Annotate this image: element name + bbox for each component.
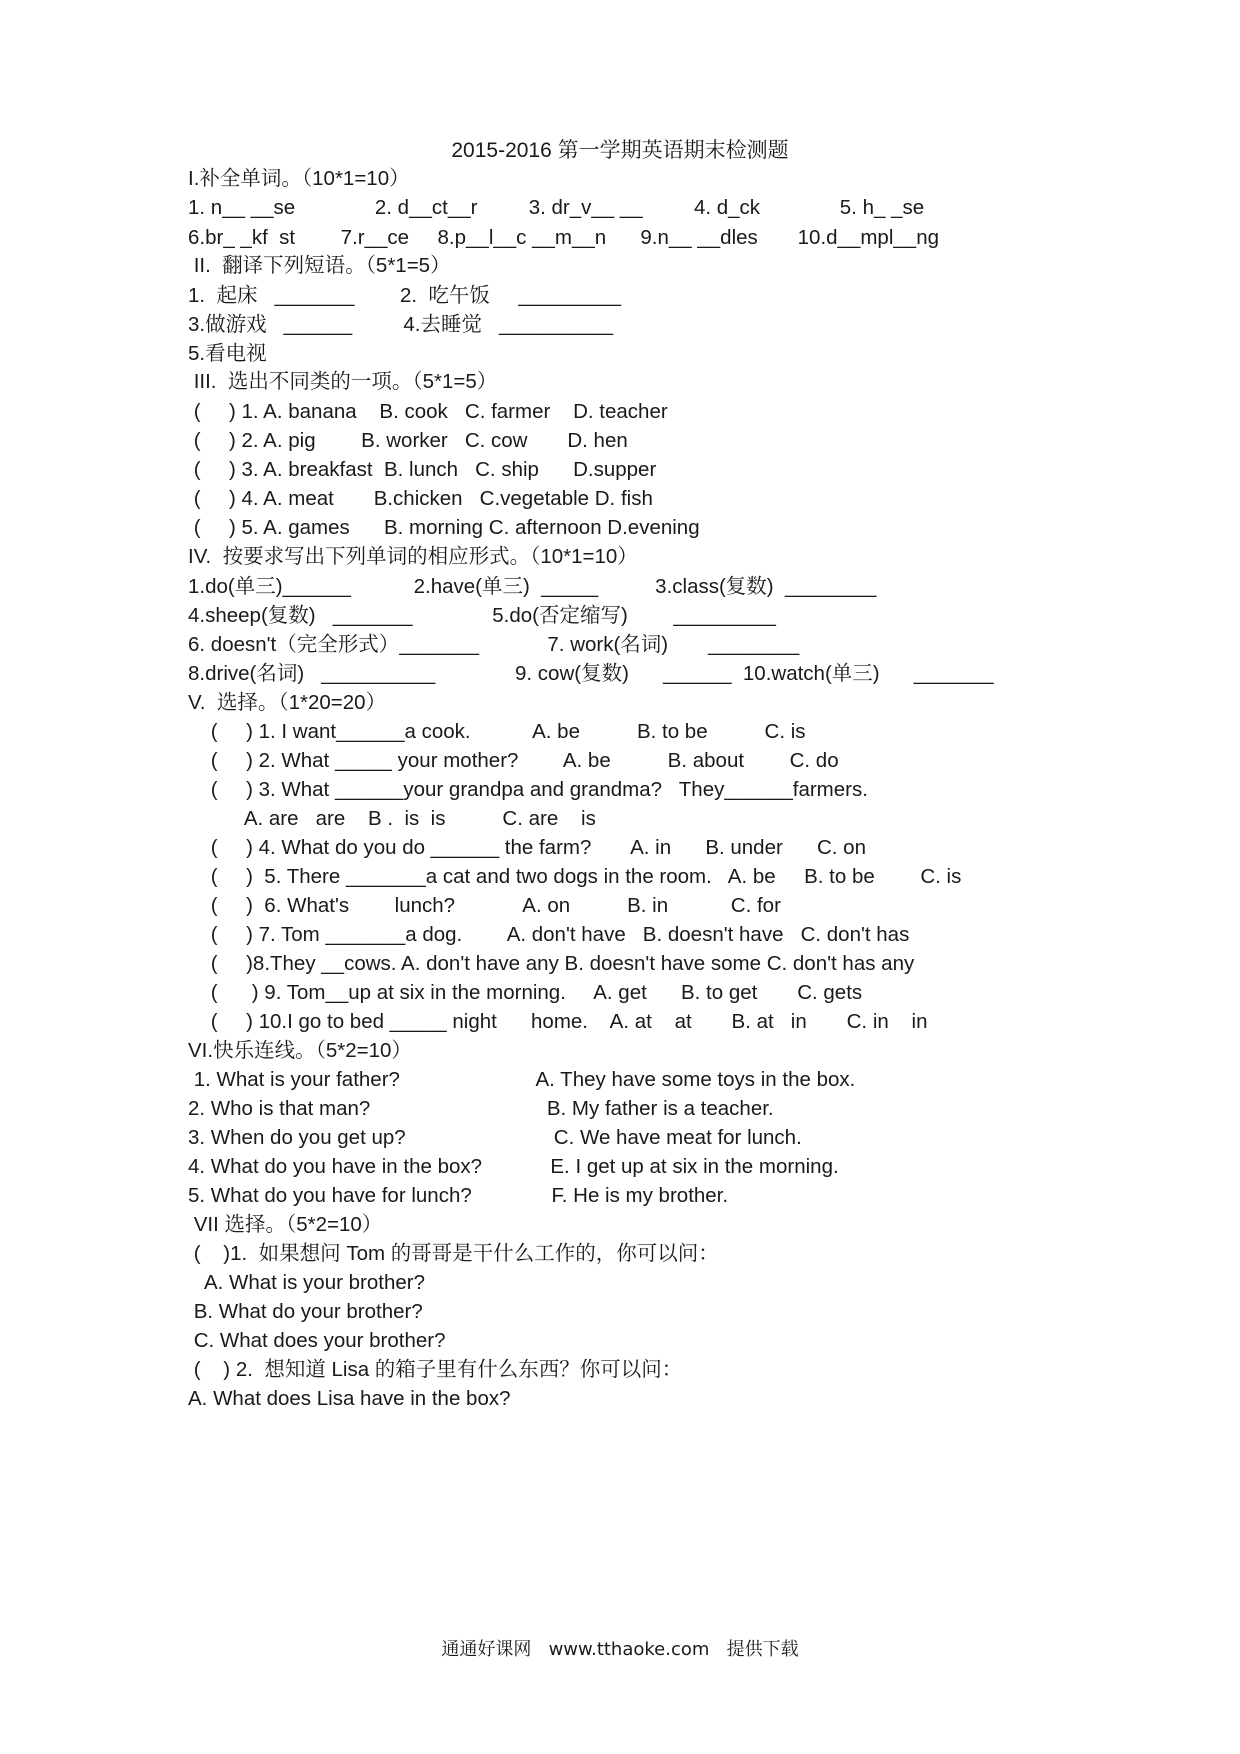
section-5-heading: V. 选择。（1*20=20） [188,691,387,714]
section-4-row-4: 8.drive(名词) __________ 9. cow(复数) ______ 10.watch(单三) _______ [188,662,994,685]
section-7-item-1: ( )1. 如果想问 Tom 的哥哥是干什么工作的，你可以问： [188,1242,719,1265]
section-3-item-5: ( ) 5. A. games B. morning C. afternoon D.evening [188,516,700,539]
section-3-item-3: ( ) 3. A. breakfast B. lunch C. ship D.supper [188,458,657,481]
section-4-heading: IV. 按要求写出下列单词的相应形式。（10*1=10） [188,545,638,568]
section-5-item-4: ( ) 4. What do you do ______ the farm? A. in B. under C. on [188,836,866,859]
section-7-item-2: ( ) 2. 想知道 Lisa 的箱子里有什么东西？你可以问： [188,1358,683,1381]
section-3-heading: III. 选出不同类的一项。（5*1=5） [188,370,498,393]
footer-credit: 通通好课网 www.tthaoke.com 提供下载 [441,1639,799,1660]
section-7-heading: VII 选择。（5*2=10） [188,1213,383,1236]
section-4-row-1: 1.do(单三)______ 2.have(单三) _____ 3.class(复数) ________ [188,575,877,598]
section-5-item-6: ( ) 6. What's lunch? A. on B. in C. for [188,894,781,917]
section-3-item-4: ( ) 4. A. meat B.chicken C.vegetable D. fish [188,487,653,510]
section-3-item-1: ( ) 1. A. banana B. cook C. farmer D. teacher [188,400,668,423]
section-5-item-10: ( ) 10.I go to bed _____ night home. A. at at B. at in C. in in [188,1010,928,1033]
section-7-item-1-c: C. What does your brother? [188,1329,446,1352]
section-2-row-2: 3.做游戏 ______ 4.去睡觉 __________ [188,313,614,336]
section-1-row-1: 1. n__ __se 2. d__ct__r 3. dr_v__ __ 4. d_ck 5. h_ _se [188,196,925,219]
section-7-item-2-a: A. What does Lisa have in the box? [188,1387,511,1410]
section-7-item-1-a: A. What is your brother? [188,1271,425,1294]
section-4-row-3: 6. doesn't（完全形式）_______ 7. work(名词) ________ [188,633,800,656]
section-1-heading: I.补全单词。（10*1=10） [188,167,410,190]
section-1-row-2: 6.br_ _kf st 7.r__ce 8.p__l__c __m__n 9.n__ __dles 10.d__mpl__ng [188,226,939,249]
section-5-item-1: ( ) 1. I want______a cook. A. be B. to be C. is [188,720,806,743]
section-7-item-1-b: B. What do your brother? [188,1300,423,1323]
section-6-row-3: 3. When do you get up? C. We have meat for lunch. [188,1126,802,1149]
section-2-heading: II. 翻译下列短语。（5*1=5） [188,254,451,277]
section-3-item-2: ( ) 2. A. pig B. worker C. cow D. hen [188,429,628,452]
section-5-item-3-options: A. are are B . is is C. are is [188,807,596,830]
section-5-item-8: ( )8.They __cows. A. don't have any B. doesn't have some C. don't has any [188,952,915,975]
section-2-row-1: 1. 起床 _______ 2. 吃午饭 _________ [188,284,622,307]
section-6-row-4: 4. What do you have in the box? E. I get up at six in the morning. [188,1155,839,1178]
section-6-row-1: 1. What is your father? A. They have some toys in the box. [188,1068,856,1091]
section-4-row-2: 4.sheep(复数) _______ 5.do(否定缩写) _________ [188,604,776,627]
section-6-heading: VI.快乐连线。（5*2=10） [188,1039,412,1062]
section-5-item-3: ( ) 3. What ______your grandpa and grandma? They______farmers. [188,778,868,801]
section-5-item-5: ( ) 5. There _______a cat and two dogs in the room. A. be B. to be C. is [188,865,962,888]
section-6-row-5: 5. What do you have for lunch? F. He is my brother. [188,1184,729,1207]
exam-title: 2015-2016 第一学期英语期末检测题 [451,139,789,162]
section-5-item-9: ( ) 9. Tom__up at six in the morning. A. get B. to get C. gets [188,981,863,1004]
section-5-item-2: ( ) 2. What _____ your mother? A. be B. about C. do [188,749,839,772]
section-2-row-3: 5.看电视 [188,342,267,365]
section-5-item-7: ( ) 7. Tom _______a dog. A. don't have B. doesn't have C. don't has [188,923,910,946]
section-6-row-2: 2. Who is that man? B. My father is a teacher. [188,1097,774,1120]
